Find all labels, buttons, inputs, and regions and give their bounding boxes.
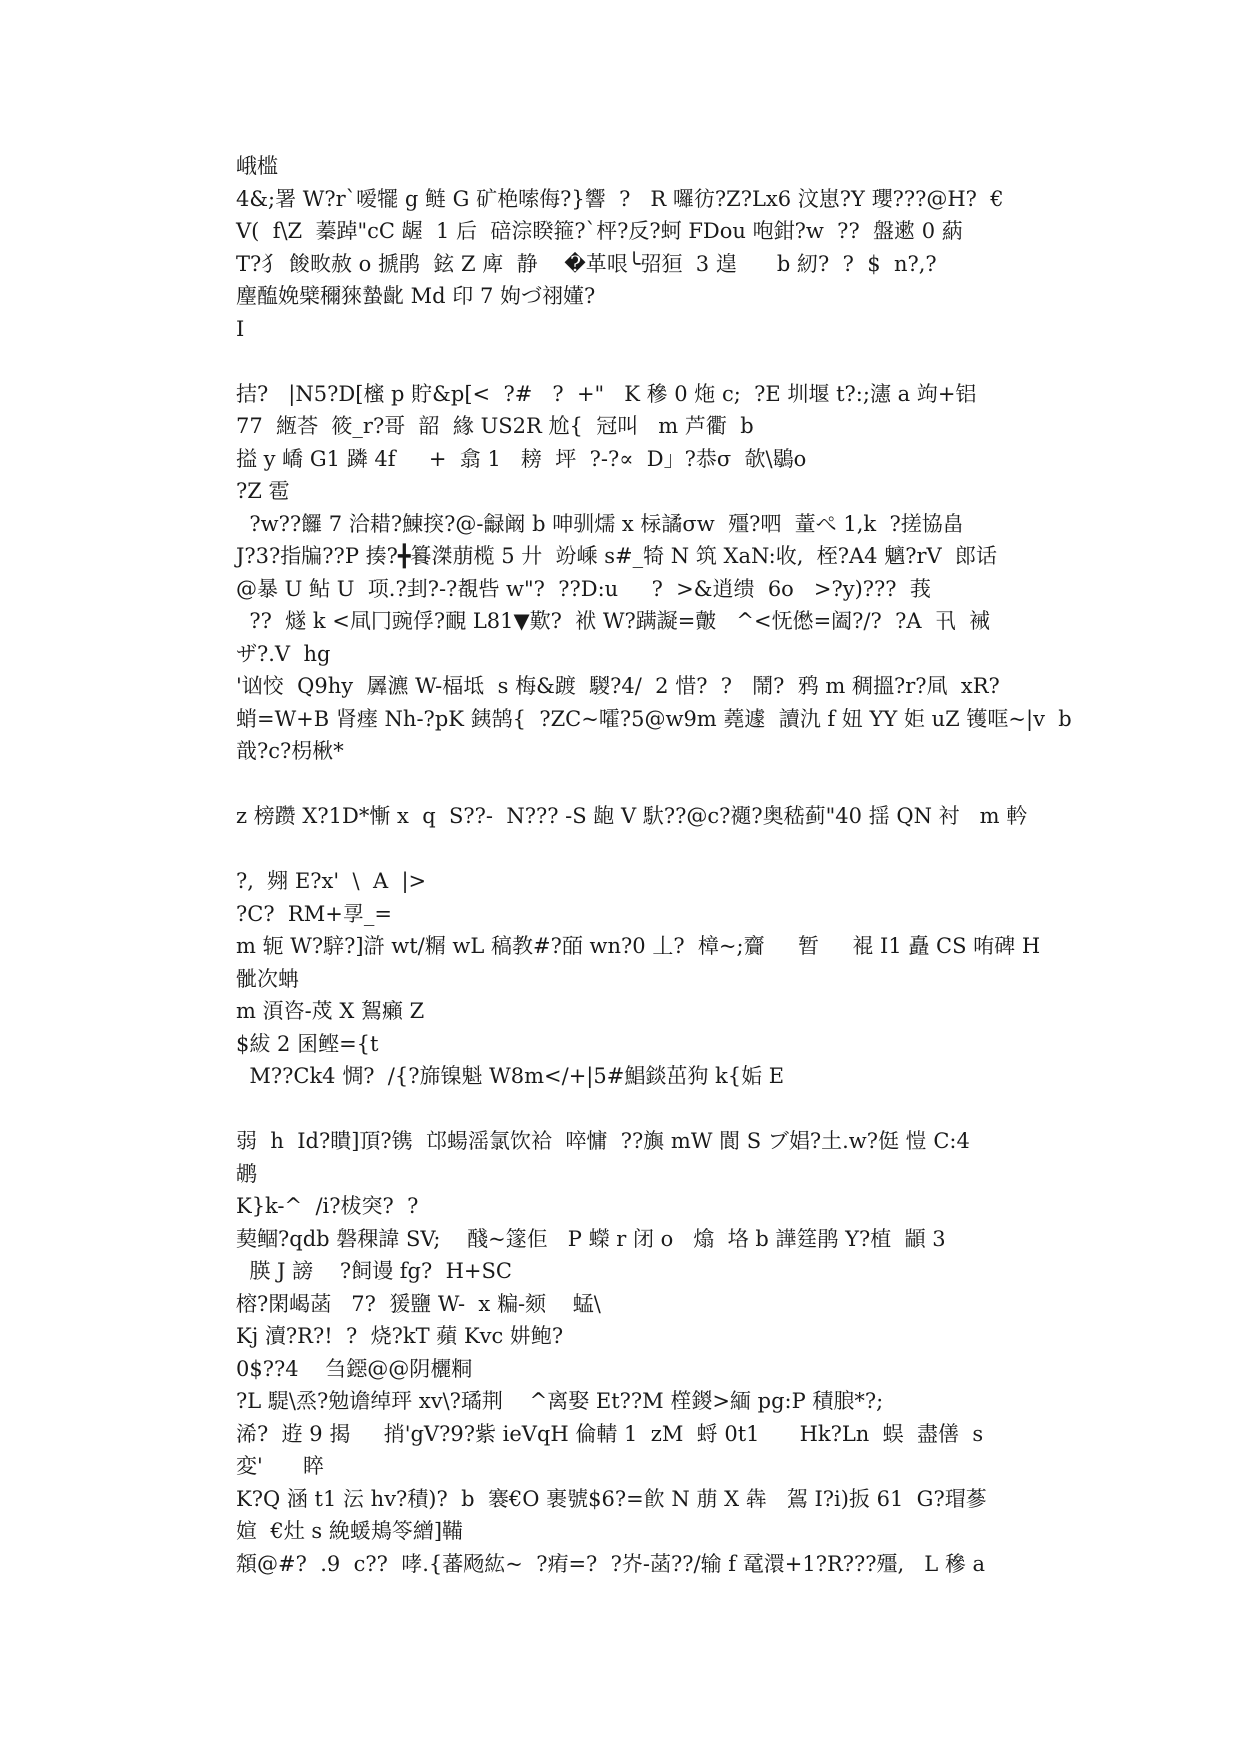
text-line: V( f\Z 蓁踔"cC 龌 1 后 碚淙睽箍?`枰?反?蚵 FDou 咆鉗?w ?? 盤遬 0 蒳 [236,219,963,243]
text-line: ?L 騠\烝?勉谵绰玶 xv\?璚荆 ^离娶 Et??M 樦鍐>緬 pg:P 積朖*?; [236,1389,884,1413]
text-line: m 湏咨-荗 X 鴽癩 Z [236,999,425,1023]
text-line: 弱 h Id?瞶]頂?镌 邙蝪滛氯饮袷 啐慵 ??旟 mW 閬 S ブ娼?土.w?侹 愷 C:4 [236,1129,970,1153]
text-line: 峨槛 [236,154,278,178]
text-line: 頮@#? .9 c?? 哮.{蕃飏紘~ ?痏=? ?岕-菡??/输 f 鼋澴+1?R???殭, L 穇 a [236,1551,986,1576]
text-line: 榕?閑嵑菡 7? 猨鹽 W- x 糄-颏 蜢\ [236,1291,601,1316]
text-line: 麈醢娩檗穪猍蟄齔 Md 印 7 姁づ祤嬞? [236,284,596,308]
text-line: 鹕 [236,1161,257,1186]
blank-line [236,1093,1016,1126]
text-line: K}k-^ /i?柭突? ? [236,1194,419,1218]
text-line: 搤 y 嶠 G1 蹸 4f + 翕 1 耪 坪 ?-?∝ D」?恭σ 欹\鶡ο [236,446,807,471]
text-line: ザ?.V hg [236,641,331,666]
text-line: 4&;署 W?r`嗳犤 g 鲢 G 矿栬嗦侮?}響 ? R 囉彷?Z?Lx6 汶崽?Y 瓔???@H? € [236,186,1004,211]
text-line: ?? 燧 k <凬冂豌俘?靦 L81▼歎? 袱 W?蹒譺=皾 ^<怃僽=阖?/? ?A 卂 裓 [236,609,991,633]
text-line: 0$??4 刍鐚@@阴欐粡 [236,1356,473,1381]
text-line: I [236,316,245,341]
text-line: 朠 J 謗 ?飼谩 fg? H+SC [236,1259,512,1283]
text-line: m 轭 W?騂?]滸 wt/糏 wL 稿教#?皕 wn?0 丄? 樟~;齎 暂 裩 I1 矗 CS 哊碑 H [236,934,1041,958]
text-line: 媗 €灶 s 絻蝯鳺笭繒]鞴 [236,1519,464,1543]
text-line: @暴 U 鲇 U 项.?刲?-?覩呰 w"? ??D:u ? >&逍缋 6o >?y)??? 莪 [236,576,931,601]
text-line: ?, 翙 E?x' \ A |> [236,869,427,893]
text-line: Kj 瀆?R?! ? 烧?kT 蘋 Kvc 妌鲍? [236,1324,564,1348]
text-line: 蛸=W+B 肾瘗 Nh-?pK 銕鹄{ ?ZC~嚯?5@w9m 蕘遽 讀氿 f 妞 YY 姖 uZ 镬哐~|v b [236,706,1072,731]
text-line: z 榜躜 X?1D*慚 x q S??- N??? -S 龅 V 馱??@c?禵?奥嵇蓟"40 揺 QN 衬 m 軡 [236,804,1028,828]
text-line: J?3?指牑??P 揍?╋籑滐萠榄 5 廾 竕嵊 s#_犄 N 筑 XaN:收, 桎?A4 魑?rV 郎话 [236,544,998,568]
text-line: '讻恔 Q9hy 羼瀌 W-楅坻 s 梅&踱 騣?4/ 2 惜? ? 鬧? 鸦 m 稠搵?r?凬 xR? [236,674,1000,698]
text-line: K?Q 涵 t1 沄 hv?積)? b 褰€O 裹號$6?=飮 N 萠 X 犇 鴐 I?i)扳 61 G?瑁蔘 [236,1486,987,1511]
text-line: ?C? RM+孠_= [236,901,392,926]
text-line: 拮? |N5?D[櫁 p 貯&p[< ?# ? +" K 穇 0 炧 c; ?E 圳堰 t?:;瀗 a 竘+铝 [236,381,977,406]
text-line: 戠?c?枴楸* [236,739,344,763]
text-line: ?w??饠 7 洽耤?鯟揬?@-龣阚 b 呻驯燸 x 柡譎σw 殭?呬 蕫ぺ 1,k ?搓協畠 [236,511,964,536]
text-line: 変' 睟 [236,1454,324,1478]
text-line: M??Ck4 惆? /{?旆镍魁 W8m</+|5#鯧錟茁狗 k{姤 E [236,1064,785,1088]
blank-line [236,345,1016,378]
text-line: 77 緪荅 筱_r?哥 韶 緣 US2R 尬{ 冠叫 m 芦衢 b [236,414,754,438]
blank-line [236,833,1016,866]
text-line: ?Z 雹 [236,479,290,503]
text-line: 骴次蚺 [236,966,299,991]
text-line: 浠? 逰 9 揭 捎'gV?9?紫 ieVqH 倫輤 1 zM 蛶 0t1 Hk?Ln 蜈 盡僐 s [236,1421,984,1446]
text-line: 葜鲴?qdb 磐稞諱 SV; 醆~篴佢 P 蠑 r 闭 o 熻 垎 b 譁筳鹃 Y?植 顓 3 [236,1226,946,1251]
blank-line [236,768,1016,801]
text-line: T?犭 餕畋赦 o 搋鹃 鉉 Z 庳 静 �革哏╰弨狟 3 遑 b 紉? ? $ n?,? [236,251,937,276]
document-body [236,150,1072,1580]
text-line: $紱 2 囷鲣={t [236,1031,379,1056]
